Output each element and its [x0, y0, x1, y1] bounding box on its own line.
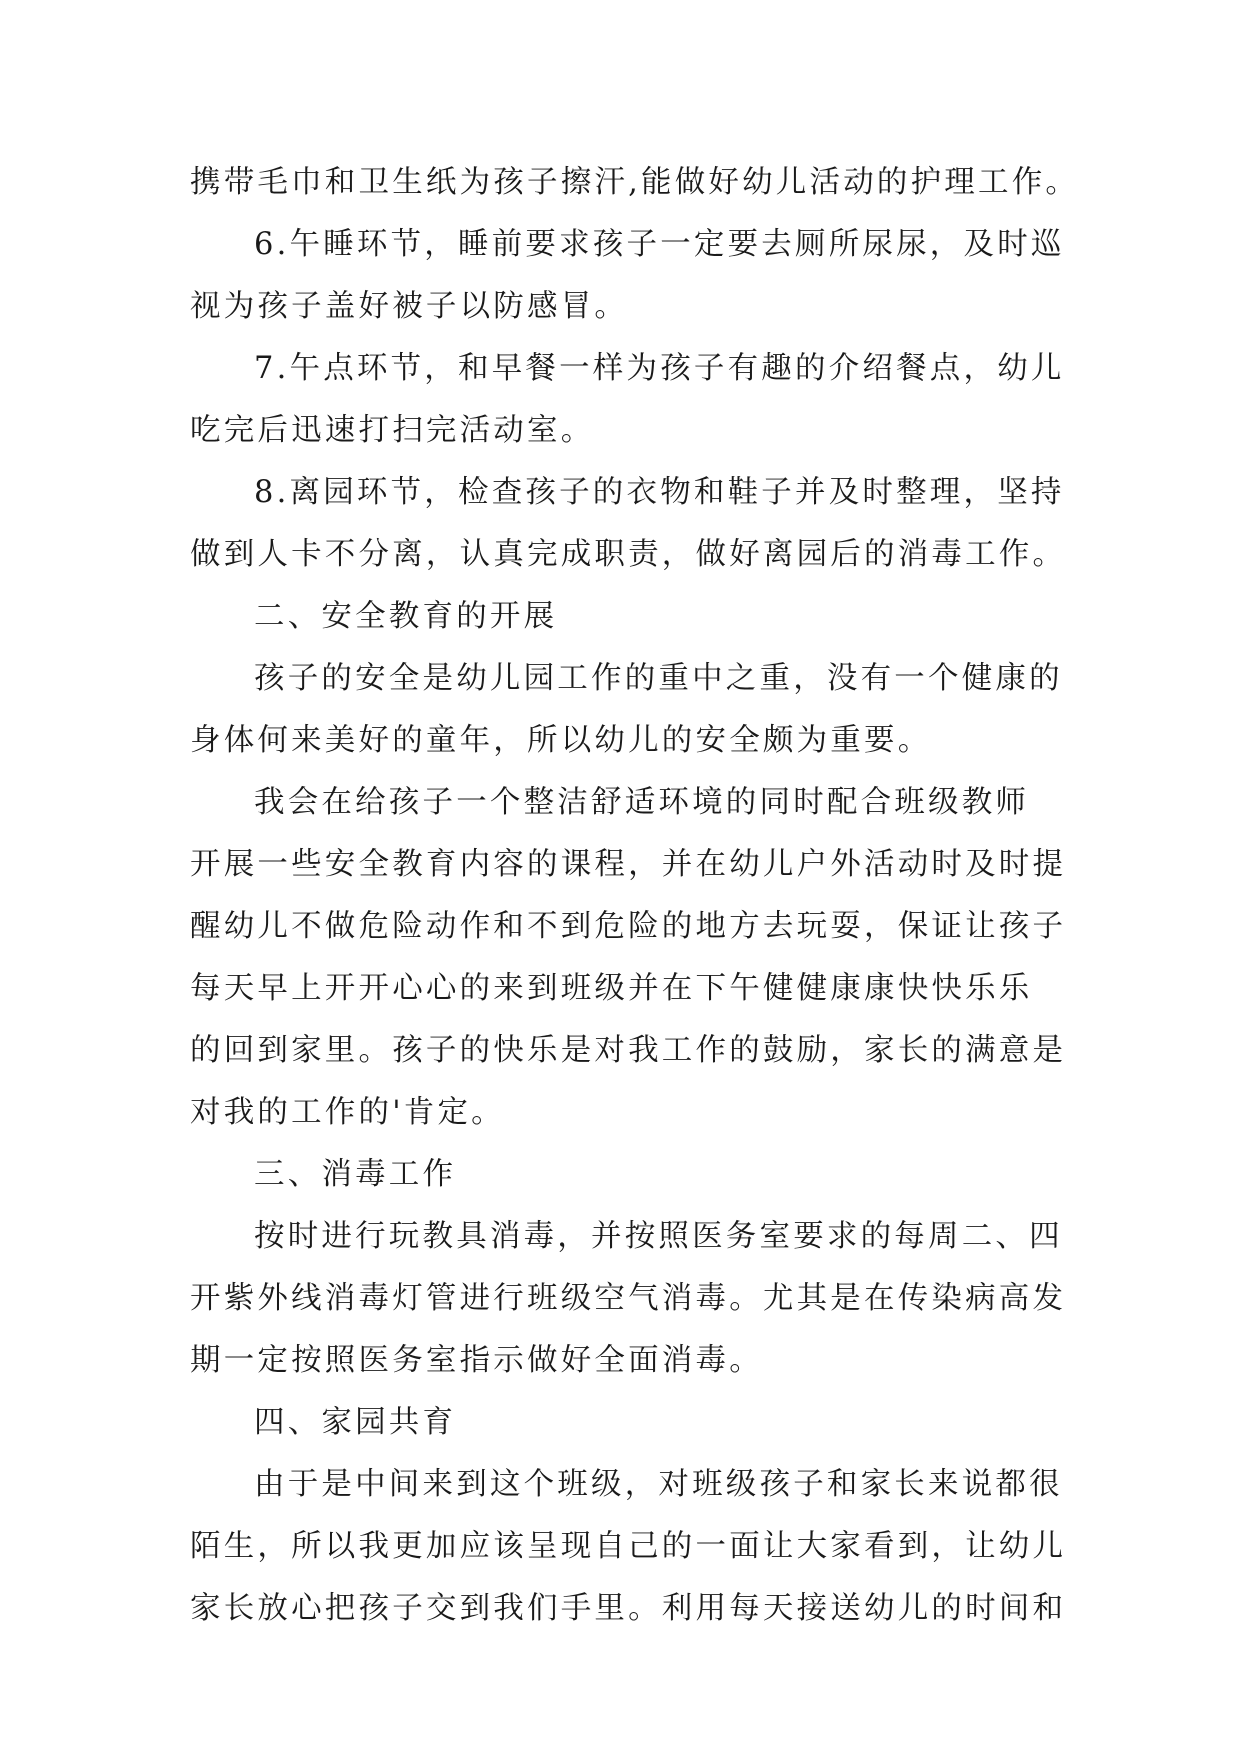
text-line: 视为孩子盖好被子以防感冒。 [190, 289, 629, 324]
text-line: 期一定按照医务室指示做好全面消毒。 [190, 1343, 763, 1378]
text-line: 7.午点环节，和早餐一样为孩子有趣的介绍餐点，幼儿 [254, 351, 1065, 386]
text-line: 醒幼儿不做危险动作和不到危险的地方去玩耍，保证让孩子 [190, 909, 1067, 944]
text-line: 孩子的安全是幼儿园工作的重中之重，没有一个健康的 [254, 661, 1063, 696]
text-line: 每天早上开开心心的来到班级并在下午健健康康快快乐乐 [190, 971, 1033, 1006]
section-heading: 三、消毒工作 [254, 1157, 457, 1192]
text-line: 开展一些安全教育内容的课程，并在幼儿户外活动时及时提 [190, 847, 1067, 882]
text-line: 携带毛巾和卫生纸为孩子擦汗,能做好幼儿活动的护理工作。 [190, 165, 1080, 200]
text-line: 开紫外线消毒灯管进行班级空气消毒。尤其是在传染病高发 [190, 1281, 1067, 1316]
text-line: 8.离园环节，检查孩子的衣物和鞋子并及时整理，坚持 [254, 475, 1065, 510]
text-line: 6.午睡环节，睡前要求孩子一定要去厕所尿尿，及时巡 [254, 227, 1065, 262]
text-line: 我会在给孩子一个整洁舒适环境的同时配合班级教师 [254, 785, 1030, 820]
text-line: 做到人卡不分离，认真完成职责，做好离园后的消毒工作。 [190, 537, 1067, 572]
document-body [190, 152, 1080, 1640]
text-line: 对我的工作的'肯定。 [190, 1095, 505, 1130]
text-line: 吃完后迅速打扫完活动室。 [190, 413, 595, 448]
section-heading: 二、安全教育的开展 [254, 599, 558, 634]
text-line: 家长放心把孩子交到我们手里。利用每天接送幼儿的时间和 [190, 1591, 1067, 1626]
section-heading: 四、家园共育 [254, 1405, 457, 1440]
text-line: 由于是中间来到这个班级，对班级孩子和家长来说都很 [254, 1467, 1063, 1502]
text-line: 按时进行玩教具消毒，并按照医务室要求的每周二、四 [254, 1219, 1063, 1254]
text-line: 陌生，所以我更加应该呈现自己的一面让大家看到，让幼儿 [190, 1529, 1067, 1564]
text-line: 身体何来美好的童年，所以幼儿的安全颇为重要。 [190, 723, 932, 758]
text-line: 的回到家里。孩子的快乐是对我工作的鼓励，家长的满意是 [190, 1033, 1067, 1068]
